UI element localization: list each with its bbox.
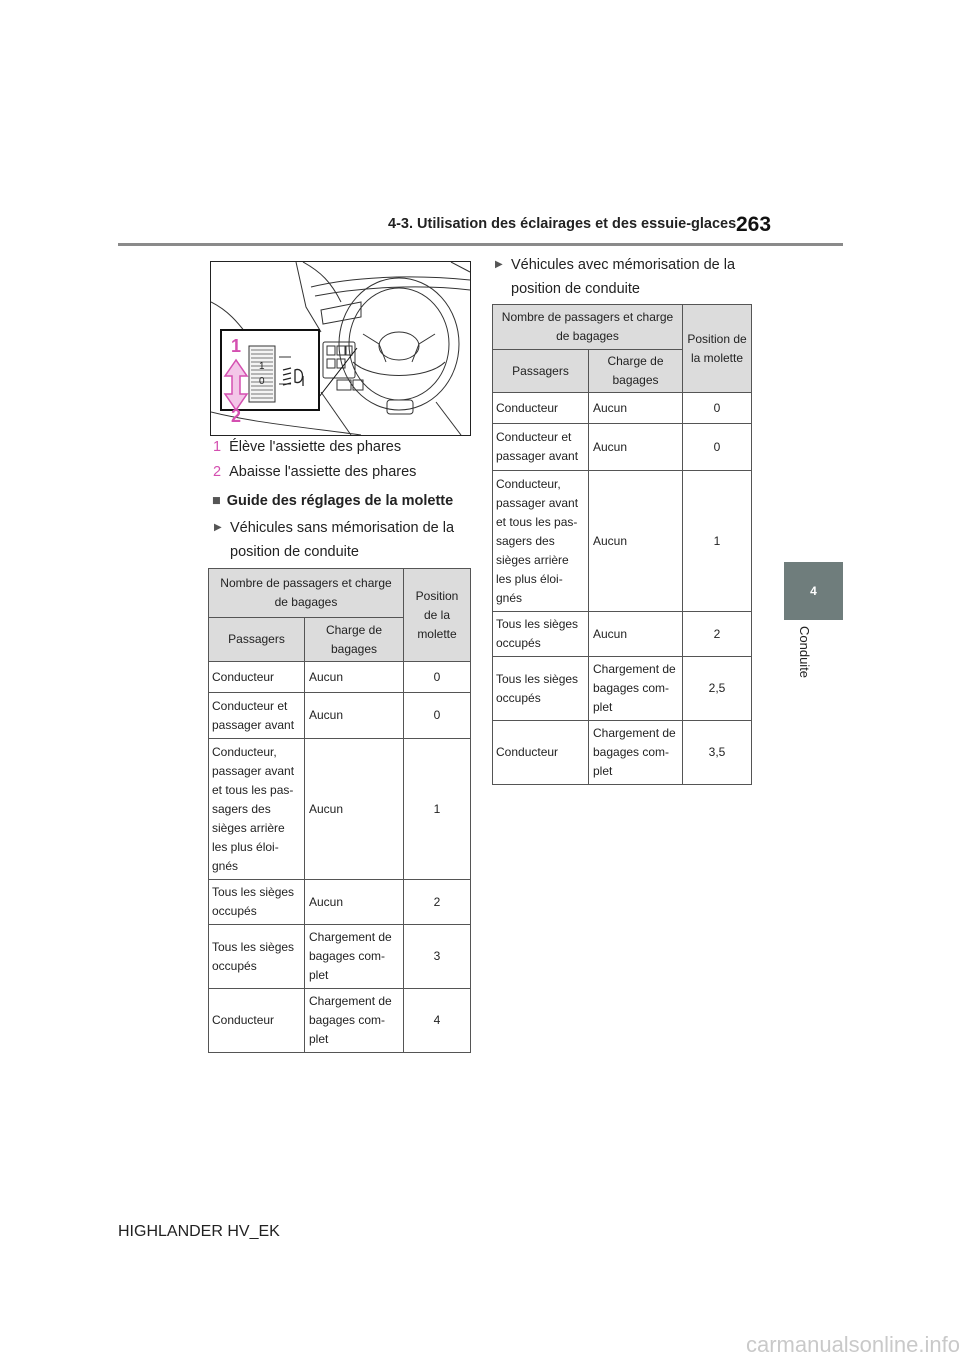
- cell-load: Aucun: [305, 693, 404, 739]
- legend-item-lower: [213, 464, 416, 480]
- header-passengers: Passagers: [493, 350, 589, 393]
- cell-passengers: Conducteur: [493, 721, 589, 785]
- cell-position: 1: [404, 739, 471, 880]
- cell-passengers: Tous les sièges occupés: [493, 657, 589, 721]
- header-position: Position de la molette: [404, 569, 471, 662]
- cell-load: Chargement de bagages com-plet: [589, 657, 683, 721]
- left-subheading-line2: position de conduite: [230, 544, 359, 560]
- cell-passengers: Conducteur: [209, 989, 305, 1053]
- cell-passengers: Conducteur et passager avant: [493, 424, 589, 471]
- table-row: [209, 989, 471, 1053]
- cell-load: Aucun: [305, 739, 404, 880]
- header-group: Nombre de passagers et charge de bagages: [209, 569, 404, 618]
- header-passengers: Passagers: [209, 618, 305, 662]
- table-row: [209, 880, 471, 925]
- legend-item-raise: [213, 439, 401, 455]
- cell-position: 0: [683, 424, 752, 471]
- model-footer: HIGHLANDER HV_EK: [118, 1223, 280, 1240]
- cell-passengers: Conducteur: [209, 662, 305, 693]
- cell-position: 0: [404, 662, 471, 693]
- cell-passengers: Tous les sièges occupés: [209, 925, 305, 989]
- triangle-bullet-icon: ▶: [495, 259, 503, 270]
- table-row: [493, 657, 752, 721]
- table-row: [209, 662, 471, 693]
- square-bullet-icon: ■: [212, 493, 221, 509]
- legend-text: Abaisse l'assiette des phares: [229, 464, 417, 480]
- right-subheading: [495, 253, 736, 301]
- dashboard-illustration: [210, 261, 471, 436]
- section-heading-text: Guide des réglages de la molette: [226, 493, 454, 509]
- cell-passengers: Conducteur et passager avant: [209, 693, 305, 739]
- chapter-tab: [784, 562, 843, 620]
- cell-passengers: Conducteur, passager avant et tous les pas-sagers des sièges arrière les plus éloi-gnés: [493, 471, 589, 612]
- triangle-bullet-icon: ▶: [214, 522, 222, 533]
- cell-position: 3,5: [683, 721, 752, 785]
- watermark: carmanualsonline.info: [745, 1332, 960, 1357]
- cell-position: 0: [404, 693, 471, 739]
- table-row: [493, 721, 752, 785]
- cell-position: 0: [683, 393, 752, 424]
- cell-position: 1: [683, 471, 752, 612]
- left-subheading: [214, 516, 455, 564]
- cell-position: 2,5: [683, 657, 752, 721]
- table-row: [209, 693, 471, 739]
- header-load: Charge de bagages: [305, 618, 404, 662]
- dial-digit-1: 1: [259, 361, 265, 372]
- cell-load: Chargement de bagages com-plet: [305, 925, 404, 989]
- legend-number: 1: [213, 439, 222, 455]
- cell-load: Aucun: [589, 424, 683, 471]
- callout-1: 1: [231, 336, 242, 356]
- cell-passengers: Tous les sièges occupés: [493, 612, 589, 657]
- header-position: Position de la molette: [683, 305, 752, 393]
- cell-load: Aucun: [589, 471, 683, 612]
- dashboard-drawing: [211, 262, 470, 435]
- table-row: [209, 739, 471, 880]
- callout-2: 2: [231, 406, 242, 426]
- cell-load: Aucun: [305, 662, 404, 693]
- section-heading: [212, 493, 453, 509]
- cell-load: Aucun: [305, 880, 404, 925]
- guide-table-without-memory: [208, 568, 471, 1053]
- section-title: 4-3. Utilisation des éclairages et des essuie-glaces: [388, 216, 737, 232]
- right-subheading-line2: position de conduite: [511, 281, 640, 297]
- dial-digit-0: 0: [259, 376, 265, 387]
- cell-load: Aucun: [589, 393, 683, 424]
- header-divider: [118, 243, 843, 246]
- cell-position: 2: [404, 880, 471, 925]
- legend-number: 2: [213, 464, 222, 480]
- cell-passengers: Tous les sièges occupés: [209, 880, 305, 925]
- table-row: [493, 471, 752, 612]
- legend-text: Élève l'assiette des phares: [229, 439, 402, 455]
- guide-table-with-memory: [492, 304, 752, 785]
- left-subheading-line1: Véhicules sans mémorisation de la: [230, 520, 455, 536]
- cell-position: 3: [404, 925, 471, 989]
- table-row: [493, 393, 752, 424]
- cell-passengers: Conducteur, passager avant et tous les pas-sagers des sièges arrière les plus éloi-gnés: [209, 739, 305, 880]
- header-load: Charge de bagages: [589, 350, 683, 393]
- page-number: 263: [736, 213, 772, 236]
- cell-load: Chargement de bagages com-plet: [589, 721, 683, 785]
- table-row: [493, 612, 752, 657]
- table-row: [209, 925, 471, 989]
- header-group: Nombre de passagers et charge de bagages: [493, 305, 683, 350]
- cell-passengers: Conducteur: [493, 393, 589, 424]
- cell-load: Aucun: [589, 612, 683, 657]
- chapter-label: Conduite: [797, 626, 812, 679]
- right-subheading-line1: Véhicules avec mémorisation de la: [511, 257, 736, 273]
- cell-position: 2: [683, 612, 752, 657]
- cell-load: Chargement de bagages com-plet: [305, 989, 404, 1053]
- chapter-number: 4: [810, 584, 817, 598]
- table-row: [493, 424, 752, 471]
- cell-position: 4: [404, 989, 471, 1053]
